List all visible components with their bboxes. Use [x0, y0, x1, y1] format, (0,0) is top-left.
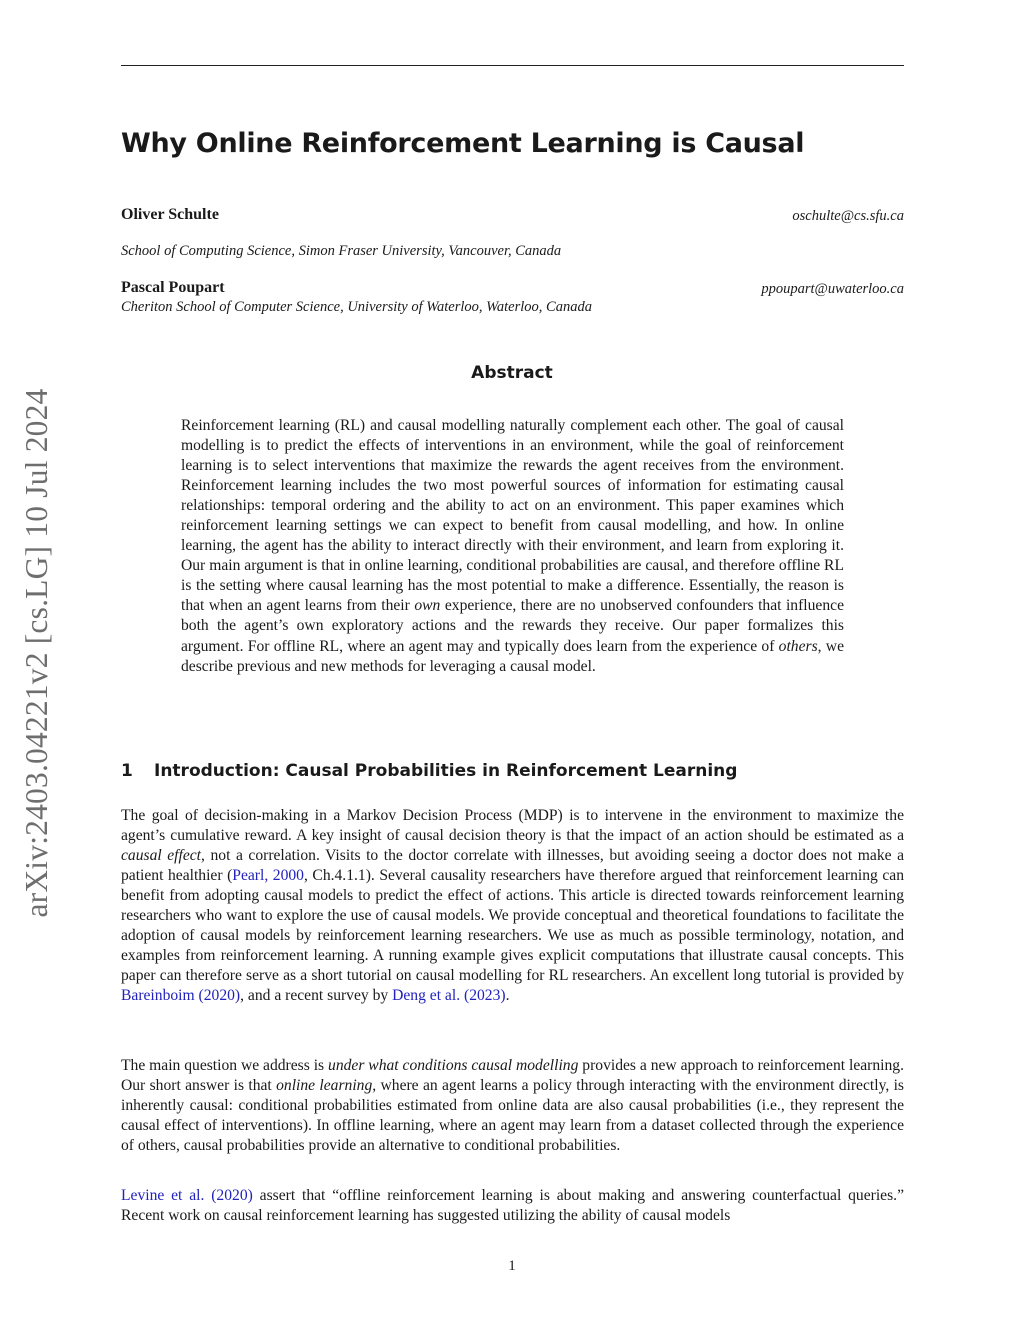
arxiv-watermark-text: arXiv:2403.04221v2 [cs.LG] 10 Jul 2024	[19, 388, 54, 918]
arxiv-watermark	[16, 370, 58, 936]
paper-title: Why Online Reinforcement Learning is Causal	[121, 128, 805, 159]
citation-deng-link[interactable]: Deng et al.	[392, 987, 461, 1005]
citation-bareinboim-year-link[interactable]: (2020)	[198, 987, 241, 1005]
top-rule	[121, 65, 904, 66]
section-heading-introduction	[121, 761, 737, 781]
author-name-1: Oliver Schulte	[121, 206, 219, 223]
citation-levine-year-link[interactable]: (2020)	[211, 1187, 253, 1204]
citation-deng-year-link[interactable]: (2023)	[464, 987, 506, 1005]
abstract-body: Reinforcement learning (RL) and causal modelling naturally complement each other. The goal of causal modelling is to predict the effects of interventions in an environment, while the goal of reinforcement learning is to select interventions that maximize the rewards the agent receives from the environment. Reinforcement learning includes the two most powerful sources of information for estimating causal relationships: temporal ordering and the ability to act on an environment. This paper examines which reinforcement learning settings we can expect to benefit from causal modelling, and how. In online learning, the agent has the ability to interact directly with their environment, and learn from exploring it. Our main argument is that in online learning, conditional probabilities are causal, and therefore offline RL is the setting where causal learning has the most potential to make a difference. Essentially, the reason is that when an agent learns from their own experience, there are no unobserved confounders that influence both the agent’s own exploratory actions and the rewards they receive. Our paper formalizes this argument. For offline RL, where an agent may and typically does learn from the experience of others, we describe previous and new methods for leveraging a causal model.	[181, 417, 844, 675]
page-number: 1	[508, 1258, 516, 1274]
abstract-heading: Abstract	[471, 363, 553, 383]
author-email-2[interactable]: ppoupart@uwaterloo.ca	[761, 281, 904, 297]
author-affiliation-2: Cheriton School of Computer Science, University of Waterloo, Waterloo, Canada	[121, 299, 592, 315]
citation-bareinboim-link[interactable]: Bareinboim	[121, 987, 195, 1005]
intro-paragraph-2: The main question we address is under what conditions causal modelling provides a new approach to reinforcement learning. Our short answer is that online learning, where an agent learns a policy through interacting with the environment directly, is inherently causal: conditional probabilities estimated from online data are also causal probabilities (i.e., they represent the causal effect of interventions). In offline learning, where an agent may learn from a dataset collected through the experience of others, causal probabilities provide an alternative to conditional probabilities.	[121, 1057, 904, 1155]
intro-paragraph-1: The goal of decision-making in a Markov Decision Process (MDP) is to intervene in the environment to maximize the agent’s cumulative reward. A key insight of causal decision theory is that the impact of an action should be estimated as a causal effect, not a correlation. Visits to the doctor correlate with illnesses, but avoiding seeing a doctor does not make a patient healthier (Pearl, 2000, Ch.4.1.1). Several causality researchers have therefore argued that reinforcement learning can benefit from adopting causal models to predict the effect of actions. This article is directed towards reinforcement learning researchers who want to explore the use of causal models. We provide conceptual and theoretical foundations to facilitate the adoption of causal models by reinforcement learning researchers. We use as much as possible terminology, notation, and examples from reinforcement learning. A running example gives explicit computations that illustrate causal concepts. This paper can therefore serve as a short tutorial on causal modelling for RL researchers. An excellent long tutorial is provided by Bareinboim (2020), and a recent survey by Deng et al. (2023).	[121, 807, 905, 1005]
author-email-1[interactable]: oschulte@cs.sfu.ca	[792, 208, 904, 224]
citation-pearl-link[interactable]: Pearl, 2000	[232, 867, 304, 885]
citation-levine-link[interactable]: Levine et al.	[121, 1187, 205, 1204]
section-number: 1	[121, 761, 133, 781]
author-name-2: Pascal Poupart	[121, 279, 225, 296]
intro-paragraph-3: Levine et al. (2020) assert that “offline reinforcement learning is about making and answering counterfactual queries.” Recent work on causal reinforcement learning has suggested utilizing the ability of causal models	[121, 1187, 904, 1225]
section-title: Introduction: Causal Probabilities in Reinforcement Learning	[154, 761, 738, 781]
author-affiliation-1: School of Computing Science, Simon Fraser University, Vancouver, Canada	[121, 243, 562, 259]
